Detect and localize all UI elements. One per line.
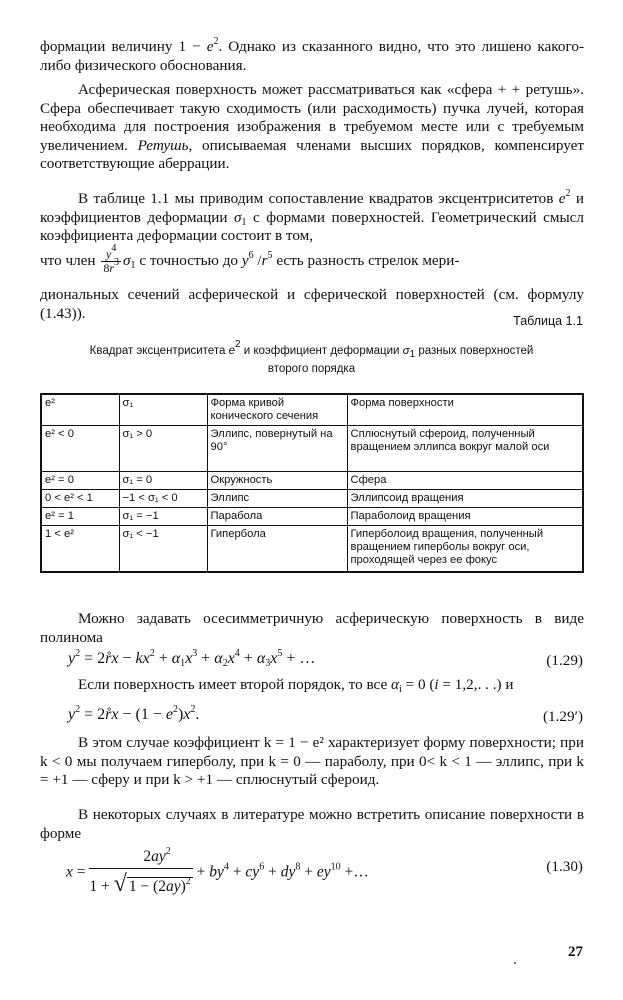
paragraph-2: Асферическая поверхность может рассматриваться как «сфера + + ретушь». Сфера обеспечивает такую сходимость (или расходимость) пучка лучей, которая необходима для построения изображения в требуемом месте или с требуемым увеличением. Ретушь, описываемая членами высших порядков, компенсирует соответствующие аберрации. — [40, 81, 584, 173]
table-header-cell: Форма кривой конического сечения — [207, 394, 347, 426]
table-cell: σ₁ = 0 — [119, 472, 207, 490]
table-cell: Гиперболоид вращения, полученный вращением гиперболы вокруг оси, проходящей через ее фокус — [347, 526, 583, 572]
paragraph-7: В некоторых случаях в литературе можно встретить описание поверхности в форме — [40, 806, 584, 842]
table-cell: 1 < e² — [41, 526, 119, 572]
page-number: 27 — [568, 944, 583, 960]
table-label: Таблица 1.1 — [513, 314, 583, 328]
equation-number: (1.30) — [546, 858, 583, 875]
table-cell: Параболоид вращения — [347, 508, 583, 526]
table-cell: Эллипс — [207, 490, 347, 508]
table-cell: Окружность — [207, 472, 347, 490]
table-cell: e² < 0 — [41, 426, 119, 472]
table-header-cell: σ₁ — [119, 394, 207, 426]
table-cell: Гипербола — [207, 526, 347, 572]
table-header-cell: e² — [41, 394, 119, 426]
table-row — [41, 426, 583, 472]
equation-1-29: $y^2$ = 2r̊x − $kx^2 + \alpha_1x^3 + \alpha_2x^4 + \alpha_3x^5$ + … — [68, 648, 316, 669]
table-cell: e² = 1 — [41, 508, 119, 526]
table-row — [41, 472, 583, 490]
scan-speck — [514, 962, 516, 964]
table-row — [41, 508, 583, 526]
table-header-row — [41, 394, 583, 426]
table-cell: σ₁ < −1 — [119, 526, 207, 572]
table-cell: σ₁ > 0 — [119, 426, 207, 472]
table-cell: σ₁ = −1 — [119, 508, 207, 526]
paragraph-6: В этом случае коэффициент k = 1 − e² характеризует форму поверхности; при k < 0 мы получаем гиперболу, при k = 0 — параболу, при 0< k < 1 — эллипс, при k = +1 — сферу и при k > +1 — сплюснутый сфероид. — [40, 734, 584, 789]
paragraph-3: В таблице 1.1 мы приводим сопоставление квадратов эксцентриситетов $e^2$ и коэффициентов деформации $\sigma_1$ с формами поверхностей. Геометрический смысл коэффициента деформации состоит в том, — [40, 188, 584, 245]
table-cell: Сплюснутый сфероид, полученный вращением эллипса вокруг малой оси — [347, 426, 583, 472]
paragraph-3-end: диональных сечений асферической и сферической поверхностей (см. формулу (1.43)). — [40, 286, 584, 322]
paragraph-4: Можно задавать осесимметричную асферическую поверхность в виде полинома — [40, 610, 584, 646]
fraction-y4-8r3: $\frac{y^4}{8r^3}$ — [103, 243, 120, 275]
table-cell: −1 < σ₁ < 0 — [119, 490, 207, 508]
equation-number: (1.29′) — [542, 708, 583, 725]
equation-1-29-prime: $y^2$ = 2r̊x − $(1 - e^2)x^2$. — [68, 704, 200, 723]
equation-1-30: x = $\frac{2ay^2}{1 + √ 1 - (2ay)^2}$ + $by^4 + cy^6 + dy^8 + ey^{10}$ +… — [66, 846, 369, 897]
table-header-cell: Форма поверхности — [347, 394, 583, 426]
table-cell: Сфера — [347, 472, 583, 490]
table-caption: Квадрат эксцентриситета e2 и коэффициент деформации σ1 разных поверхностей второго порядка — [89, 339, 534, 375]
surfaces-table — [40, 393, 584, 573]
table-cell: Парабола — [207, 508, 347, 526]
table-row — [41, 490, 583, 508]
table-cell: Эллипсоид вращения — [347, 490, 583, 508]
paragraph-5: Если поверхность имеет второй порядок, то все $\alpha_i = 0$ (i = 1,2,. . .) и — [78, 676, 514, 695]
equation-number: (1.29) — [546, 652, 583, 669]
paragraph-1: формации величину $1 - e^2$. Однако из сказанного видно, что это лишено какого-либо физического обоснования. — [40, 36, 585, 74]
table-cell: Эллипс, повернутый на 90° — [207, 426, 347, 472]
table-row — [41, 526, 583, 572]
table-cell: 0 < e² < 1 — [41, 490, 119, 508]
paragraph-3-formula-line: что член $\frac{y^4}{8r^3}$ $\sigma_1$ с точностью до $y^6$ $/r^5$ есть разность стрелок мери- — [40, 243, 460, 275]
table-cell: e² = 0 — [41, 472, 119, 490]
